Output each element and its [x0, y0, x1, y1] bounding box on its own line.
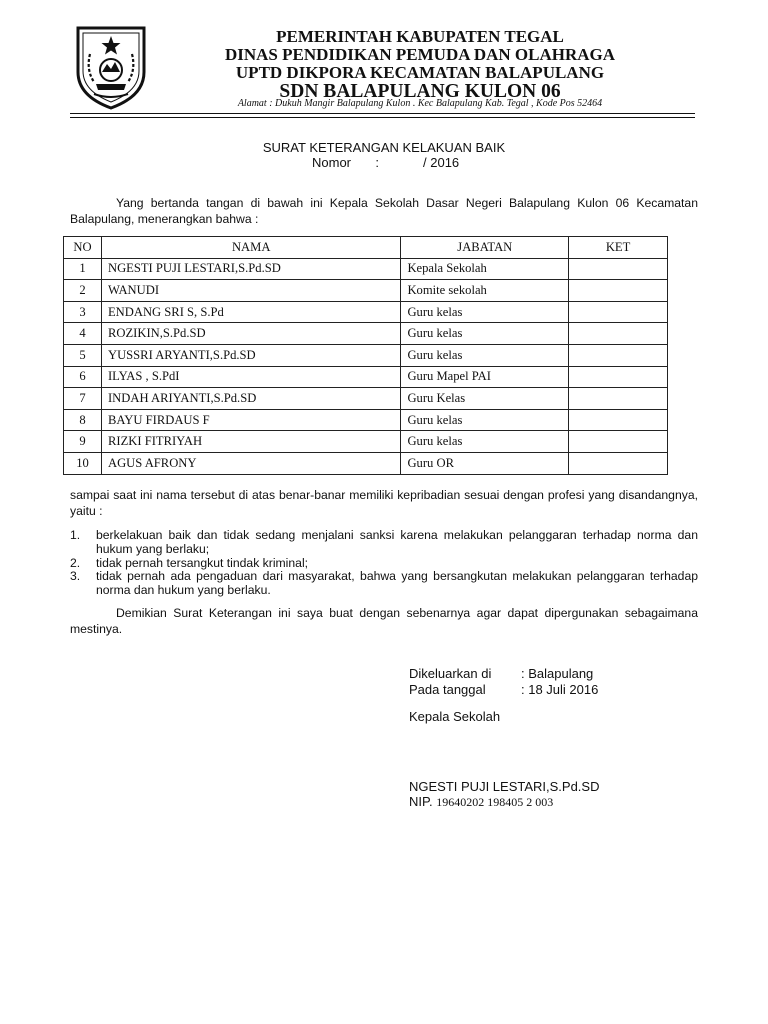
signer-nip [409, 794, 553, 810]
list-item-number: 2. [70, 555, 81, 570]
cell-jabatan: Kepala Sekolah [401, 258, 569, 280]
number-value: / 2016 [423, 155, 460, 170]
issued-date [409, 682, 598, 697]
staff-table [63, 236, 668, 475]
cell-nama: ILYAS , S.PdI [101, 366, 400, 388]
nip-label: NIP. [409, 794, 433, 809]
list-item-number: 3. [70, 569, 81, 584]
cell-nama: ENDANG SRI S, S.Pd [101, 301, 400, 323]
cell-nama: INDAH ARIYANTI,S.Pd.SD [101, 388, 400, 410]
cell-nama: WANUDI [101, 280, 400, 302]
cell-jabatan: Guru kelas [401, 431, 569, 453]
cell-no: 10 [64, 452, 102, 474]
cell-no: 4 [64, 323, 102, 345]
cell-no: 6 [64, 366, 102, 388]
statement-paragraph: sampai saat ini nama tersebut di atas benar-banar memiliki kepribadian sesuai dengan profesi yang disandangnya, yaitu : [70, 488, 698, 518]
header-address: Alamat : Dukuh Mangir Balapulang Kulon . Kec Balapulang Kab. Tegal , Kode Pos 52464 [237, 98, 603, 109]
cell-ket [569, 301, 668, 323]
table-header-row [64, 237, 668, 259]
list-item [70, 570, 698, 598]
kabupaten-tegal-emblem-icon [74, 24, 148, 110]
table-row [64, 258, 668, 280]
cell-ket [569, 409, 668, 431]
header-nama: NAMA [101, 237, 400, 259]
issued-place [409, 666, 593, 681]
cell-no: 8 [64, 409, 102, 431]
header-uptd: UPTD DIKPORA KECAMATAN BALAPULANG [235, 63, 605, 82]
cell-nama: RIZKI FITRIYAH [101, 431, 400, 453]
table-row [64, 323, 668, 345]
cell-no: 1 [64, 258, 102, 280]
cell-nama: BAYU FIRDAUS F [101, 409, 400, 431]
cell-jabatan: Guru kelas [401, 409, 569, 431]
header-no: NO [64, 237, 102, 259]
table-row [64, 366, 668, 388]
number-separator: : [375, 155, 380, 170]
date-label: Pada tanggal [409, 682, 486, 697]
list-item [70, 529, 698, 557]
table-row [64, 344, 668, 366]
list-item-text: tidak pernah ada pengaduan dari masyarakat, bahwa yang bersangkutan melakukan pelanggaran terhadap norma dan hukum yang berlaku. [96, 569, 698, 598]
cell-nama: NGESTI PUJI LESTARI,S.Pd.SD [101, 258, 400, 280]
cell-no: 7 [64, 388, 102, 410]
cell-ket [569, 258, 668, 280]
list-item-text: tidak pernah tersangkut tindak kriminal; [96, 555, 309, 570]
letter-title: SURAT KETERANGAN KELAKUAN BAIK [262, 140, 506, 155]
cell-nama: YUSSRI ARYANTI,S.Pd.SD [101, 344, 400, 366]
cell-jabatan: Guru Mapel PAI [401, 366, 569, 388]
cell-ket [569, 366, 668, 388]
signer-name: NGESTI PUJI LESTARI,S.Pd.SD [409, 779, 600, 794]
header-ket: KET [569, 237, 668, 259]
cell-ket [569, 431, 668, 453]
date-value: : 18 Juli 2016 [521, 682, 599, 697]
header-divider-thick [70, 113, 695, 114]
issued-label: Dikeluarkan di [409, 666, 492, 681]
cell-ket [569, 452, 668, 474]
cell-ket [569, 388, 668, 410]
table-row [64, 301, 668, 323]
cell-no: 5 [64, 344, 102, 366]
issued-value: : Balapulang [521, 666, 594, 681]
signer-position: Kepala Sekolah [409, 709, 501, 724]
letter-number [312, 155, 459, 170]
cell-no: 2 [64, 280, 102, 302]
nip-value: 19640202 198405 2 003 [436, 795, 554, 809]
header-divider-thin [70, 117, 695, 118]
cell-jabatan: Komite sekolah [401, 280, 569, 302]
list-item-text: berkelakuan baik dan tidak sedang menjalani sanksi karena melakukan pelanggaran terhadap norma dan hukum yang berlaku; [96, 528, 698, 556]
list-item [70, 557, 698, 571]
header-school-name: SDN BALAPULANG KULON 06 [279, 81, 561, 102]
cell-jabatan: Guru kelas [401, 323, 569, 345]
list-item-number: 1. [70, 528, 81, 542]
number-label: Nomor [312, 155, 352, 170]
cell-nama: AGUS AFRONY [101, 452, 400, 474]
cell-nama: ROZIKIN,S.Pd.SD [101, 323, 400, 345]
cell-jabatan: Guru kelas [401, 344, 569, 366]
table-row [64, 452, 668, 474]
cell-jabatan: Guru OR [401, 452, 569, 474]
criteria-list [70, 529, 698, 598]
header-government: PEMERINTAH KABUPATEN TEGAL [276, 27, 564, 46]
cell-no: 3 [64, 301, 102, 323]
closing-paragraph: Demikian Surat Keterangan ini saya buat dengan sebenarnya agar dapat dipergunakan sebagaimana mestinya. [70, 606, 698, 636]
cell-ket [569, 344, 668, 366]
table-row [64, 280, 668, 302]
intro-paragraph: Yang bertanda tangan di bawah ini Kepala Sekolah Dasar Negeri Balapulang Kulon 06 Kecamatan Balapulang, menerangkan bahwa : [70, 196, 698, 226]
header-jabatan: JABATAN [401, 237, 569, 259]
header-department: DINAS PENDIDIKAN PEMUDA DAN OLAHRAGA [224, 45, 616, 64]
table-row [64, 388, 668, 410]
cell-ket [569, 280, 668, 302]
table-row [64, 409, 668, 431]
cell-no: 9 [64, 431, 102, 453]
cell-jabatan: Guru Kelas [401, 388, 569, 410]
cell-ket [569, 323, 668, 345]
table-row [64, 431, 668, 453]
cell-jabatan: Guru kelas [401, 301, 569, 323]
